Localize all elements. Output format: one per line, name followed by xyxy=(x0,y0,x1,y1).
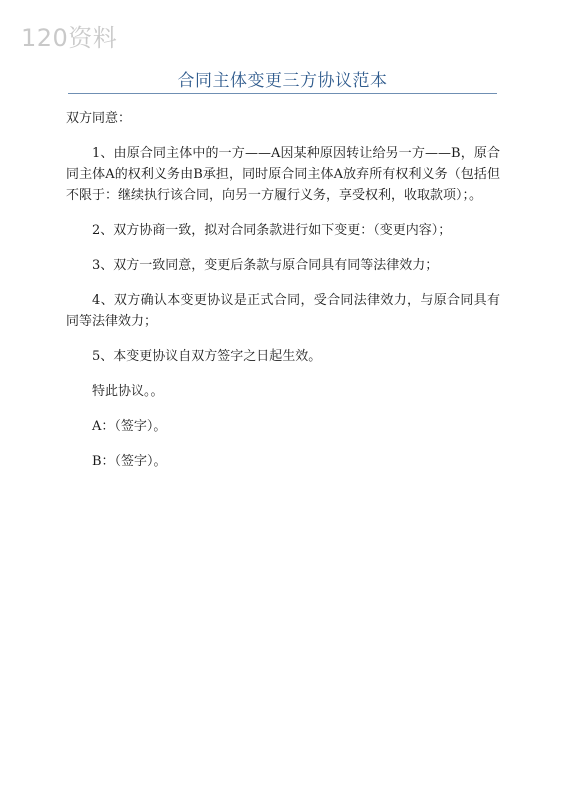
clause-1: 1、由原合同主体中的一方——A因某种原因转让给另一方——B，原合同主体A的权利义务由B承担，同时原合同主体A放弃所有权利义务（包括但不限于：继续执行该合同，向另一方履行义务，享受权利，收取款项）；。 xyxy=(66,146,500,203)
signature-b: B：（签字）。 xyxy=(92,454,167,469)
document-body xyxy=(66,108,500,486)
opening-line: 双方同意： xyxy=(66,111,132,126)
closing-line: 特此协议。。 xyxy=(92,384,164,399)
watermark: 120资料 xyxy=(21,24,118,52)
document-title: 合同主体变更三方协议范本 xyxy=(177,71,388,91)
clause-3: 3、双方一致同意，变更后条款与原合同具有同等法律效力； xyxy=(92,258,439,273)
clause-2: 2、双方协商一致，拟对合同条款进行如下变更：（变更内容）； xyxy=(92,223,452,238)
clause-4: 4、双方确认本变更协议是正式合同，受合同法律效力，与原合同具有同等法律效力； xyxy=(66,293,500,329)
signature-a: A：（签字）。 xyxy=(92,419,167,434)
clause-5: 5、本变更协议自双方签字之日起生效。 xyxy=(92,349,322,364)
title-divider xyxy=(68,93,497,94)
